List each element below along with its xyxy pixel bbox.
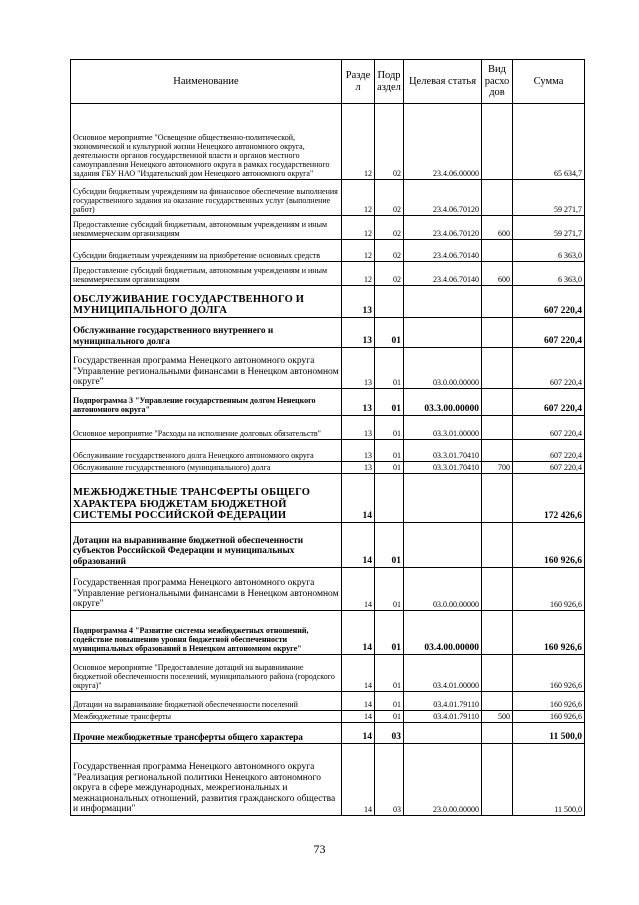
header-podrazdel: Подр аздел (375, 60, 404, 104)
cell-name: Государственная программа Ненецкого автономного округа "Управление региональными финансами в Ненецком автономном округе" (71, 568, 342, 611)
table-row (71, 462, 585, 474)
cell-sum: 607 220,4 (513, 440, 585, 462)
cell-podrazdel: 02 (375, 104, 404, 180)
table-row (71, 723, 585, 744)
cell-name: Подпрограмма 4 "Развитие системы межбюджетных отношений, содействие повышению уровня бюджетной обеспеченности муниципальных образований в Ненецком автономном округе" (71, 611, 342, 655)
cell-podrazdel: 01 (375, 611, 404, 655)
cell-razdel: 13 (342, 389, 375, 416)
cell-razdel: 12 (342, 104, 375, 180)
table-row (71, 104, 585, 180)
cell-sum: 172 426,6 (513, 474, 585, 523)
table-row (71, 474, 585, 523)
cell-podrazdel: 02 (375, 262, 404, 286)
cell-target: 23.4.06.70140 (404, 240, 482, 262)
cell-podrazdel: 02 (375, 240, 404, 262)
cell-target (404, 286, 482, 318)
table-row (71, 568, 585, 611)
cell-name: Межбюджетные трансферты (71, 711, 342, 723)
cell-razdel: 13 (342, 462, 375, 474)
header-razdel: Разде л (342, 60, 375, 104)
cell-vid (482, 474, 513, 523)
cell-vid: 600 (482, 216, 513, 240)
cell-name: Основное мероприятие "Расходы на исполнение долговых обязательств" (71, 416, 342, 440)
cell-razdel: 14 (342, 474, 375, 523)
cell-razdel: 13 (342, 318, 375, 348)
cell-sum: 160 926,6 (513, 692, 585, 711)
cell-podrazdel (375, 474, 404, 523)
cell-target: 23.4.06.70120 (404, 180, 482, 216)
cell-name: Дотации на выравнивание бюджетной обеспеченности поселений (71, 692, 342, 711)
cell-razdel: 13 (342, 416, 375, 440)
cell-target: 03.4.01.79110 (404, 692, 482, 711)
cell-sum: 160 926,6 (513, 711, 585, 723)
cell-target: 23.4.06.70120 (404, 216, 482, 240)
cell-razdel: 14 (342, 523, 375, 568)
cell-podrazdel: 01 (375, 692, 404, 711)
cell-razdel: 13 (342, 440, 375, 462)
table-row (71, 348, 585, 389)
table-row (71, 240, 585, 262)
cell-vid (482, 568, 513, 611)
cell-sum: 11 500,0 (513, 723, 585, 744)
cell-razdel: 13 (342, 286, 375, 318)
cell-target: 03.0.00.00000 (404, 348, 482, 389)
cell-podrazdel: 01 (375, 318, 404, 348)
cell-razdel: 14 (342, 692, 375, 711)
cell-vid (482, 692, 513, 711)
cell-vid: 600 (482, 262, 513, 286)
cell-podrazdel: 01 (375, 568, 404, 611)
header-row (71, 60, 585, 104)
page-number: 73 (313, 842, 326, 856)
table-row (71, 416, 585, 440)
cell-target: 03.3.01.00000 (404, 416, 482, 440)
cell-podrazdel (375, 286, 404, 318)
cell-podrazdel: 01 (375, 416, 404, 440)
cell-sum: 160 926,6 (513, 655, 585, 692)
cell-target: 23.4.06.00000 (404, 104, 482, 180)
cell-vid (482, 180, 513, 216)
cell-name: Государственная программа Ненецкого автономного округа "Управление региональными финансами в Ненецком автономном округе" (71, 348, 342, 389)
cell-name: ОБСЛУЖИВАНИЕ ГОСУДАРСТВЕННОГО И МУНИЦИПАЛЬНОГО ДОЛГА (71, 286, 342, 318)
cell-name: Предоставление субсидий бюджетным, автономным учреждениям и иным некоммерческим организациям (71, 262, 342, 286)
table-row (71, 180, 585, 216)
cell-target (404, 474, 482, 523)
cell-sum: 160 926,6 (513, 611, 585, 655)
cell-target: 03.4.00.00000 (404, 611, 482, 655)
table-row (71, 611, 585, 655)
cell-sum: 607 220,4 (513, 462, 585, 474)
cell-vid (482, 416, 513, 440)
cell-name: Основное мероприятие "Предоставление дотаций на выравнивание бюджетной обеспеченности поселений, муниципального района (городского округа)" (71, 655, 342, 692)
cell-name: Обслуживание государственного внутреннего и муниципального долга (71, 318, 342, 348)
cell-vid (482, 318, 513, 348)
cell-vid (482, 523, 513, 568)
cell-vid (482, 286, 513, 318)
table-row (71, 262, 585, 286)
cell-name: Основное мероприятие "Освещение общественно-политической, экономической и культурной жизни Ненецкого автономного округа, деятельности органов государственной власти и органов местного самоуправления Ненецкого автономного округа в рамках государственного задания ГБУ НАО "Издательский дом Ненецкого автономного округа" (71, 104, 342, 180)
cell-sum: 59 271,7 (513, 180, 585, 216)
table-row (71, 655, 585, 692)
cell-razdel: 13 (342, 348, 375, 389)
cell-razdel: 12 (342, 216, 375, 240)
cell-target: 23.4.06.70140 (404, 262, 482, 286)
cell-razdel: 14 (342, 723, 375, 744)
cell-podrazdel: 01 (375, 440, 404, 462)
cell-target: 03.4.01.79110 (404, 711, 482, 723)
cell-name: Дотации на выравнивание бюджетной обеспеченности субъектов Российской Федерации и муниципальных образований (71, 523, 342, 568)
cell-podrazdel: 01 (375, 655, 404, 692)
table-row (71, 286, 585, 318)
cell-vid (482, 611, 513, 655)
cell-vid (482, 723, 513, 744)
cell-podrazdel: 03 (375, 744, 404, 816)
cell-vid (482, 744, 513, 816)
cell-sum: 607 220,4 (513, 389, 585, 416)
cell-vid (482, 240, 513, 262)
cell-sum: 160 926,6 (513, 568, 585, 611)
table-row (71, 440, 585, 462)
header-target: Целевая статья (404, 60, 482, 104)
cell-target (404, 723, 482, 744)
cell-target: 03.3.01.70410 (404, 462, 482, 474)
cell-razdel: 12 (342, 240, 375, 262)
cell-sum: 607 220,4 (513, 348, 585, 389)
cell-target: 03.3.00.00000 (404, 389, 482, 416)
cell-target (404, 318, 482, 348)
cell-razdel: 14 (342, 744, 375, 816)
cell-name: Обслуживание государственного (муниципального) долга (71, 462, 342, 474)
cell-podrazdel: 01 (375, 523, 404, 568)
cell-podrazdel: 02 (375, 180, 404, 216)
cell-razdel: 14 (342, 711, 375, 723)
cell-vid (482, 389, 513, 416)
cell-name: Обслуживание государственного долга Ненецкого автономного округа (71, 440, 342, 462)
table-row (71, 692, 585, 711)
cell-podrazdel: 01 (375, 389, 404, 416)
table-row (71, 523, 585, 568)
cell-name: Предоставление субсидий бюджетным, автономным учреждениям и иным некоммерческим организациям (71, 216, 342, 240)
cell-razdel: 14 (342, 655, 375, 692)
table-row (71, 744, 585, 816)
cell-podrazdel: 03 (375, 723, 404, 744)
cell-sum: 6 363,0 (513, 240, 585, 262)
cell-vid (482, 104, 513, 180)
cell-name: Субсидии бюджетным учреждениям на финансовое обеспечение выполнения государственного задания на оказание государственных услуг (выполнение работ) (71, 180, 342, 216)
header-name: Наименование (71, 60, 342, 104)
table-row (71, 389, 585, 416)
table-row (71, 216, 585, 240)
cell-sum: 607 220,4 (513, 318, 585, 348)
cell-podrazdel: 01 (375, 462, 404, 474)
cell-razdel: 12 (342, 180, 375, 216)
header-vid: Вид расхо дов (482, 60, 513, 104)
cell-sum: 11 500,0 (513, 744, 585, 816)
cell-podrazdel: 01 (375, 348, 404, 389)
cell-sum: 6 363,0 (513, 262, 585, 286)
table-row (71, 711, 585, 723)
cell-name: МЕЖБЮДЖЕТНЫЕ ТРАНСФЕРТЫ ОБЩЕГО ХАРАКТЕРА БЮДЖЕТАМ БЮДЖЕТНОЙ СИСТЕМЫ РОССИЙСКОЙ ФЕДЕРАЦИИ (71, 474, 342, 523)
cell-name: Прочие межбюджетные трансферты общего характера (71, 723, 342, 744)
cell-vid: 500 (482, 711, 513, 723)
cell-vid (482, 655, 513, 692)
cell-sum: 607 220,4 (513, 416, 585, 440)
cell-target: 23.0.00.00000 (404, 744, 482, 816)
header-sum: Сумма (513, 60, 585, 104)
cell-target: 03.3.01.70410 (404, 440, 482, 462)
cell-target (404, 523, 482, 568)
cell-vid (482, 348, 513, 389)
cell-razdel: 14 (342, 611, 375, 655)
cell-razdel: 14 (342, 568, 375, 611)
cell-vid (482, 440, 513, 462)
cell-target: 03.0.00.00000 (404, 568, 482, 611)
cell-razdel: 12 (342, 262, 375, 286)
table-row (71, 318, 585, 348)
cell-sum: 160 926,6 (513, 523, 585, 568)
cell-name: Подпрограмма 3 "Управление государственным долгом Ненецкого автономного округа" (71, 389, 342, 416)
cell-sum: 59 271,7 (513, 216, 585, 240)
budget-table (70, 59, 585, 816)
cell-vid: 700 (482, 462, 513, 474)
cell-sum: 607 220,4 (513, 286, 585, 318)
cell-target: 03.4.01.00000 (404, 655, 482, 692)
cell-name: Субсидии бюджетным учреждениям на приобретение основных средств (71, 240, 342, 262)
cell-podrazdel: 02 (375, 216, 404, 240)
cell-name: Государственная программа Ненецкого автономного округа "Реализация региональной политики Ненецкого автономного округа в сфере международных, межрегиональных и межнациональных отношений, развития гражданского общества и информации" (71, 744, 342, 816)
cell-podrazdel: 01 (375, 711, 404, 723)
cell-sum: 65 634,7 (513, 104, 585, 180)
